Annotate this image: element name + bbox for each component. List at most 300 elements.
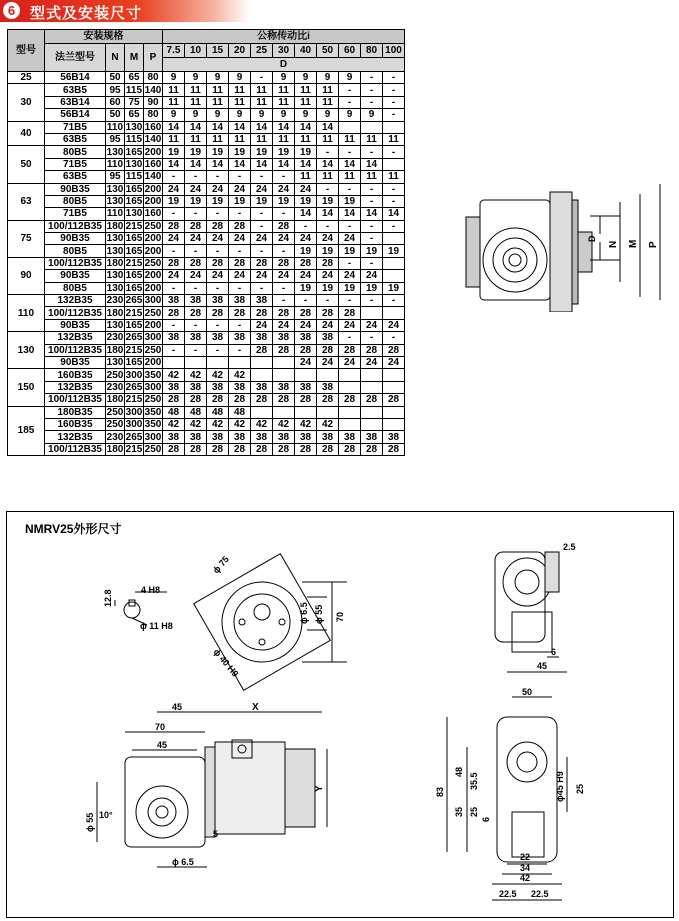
- front-dim-45: 45: [172, 702, 183, 712]
- dimension-cell: 250: [106, 406, 124, 418]
- table-row: [8, 171, 405, 183]
- shaft-cell: [361, 121, 383, 133]
- shaft-cell: 9: [273, 72, 295, 84]
- col-flange-header: 法兰型号: [45, 44, 106, 72]
- end-dim-6: 6: [481, 816, 491, 822]
- shaft-cell: 24: [295, 183, 317, 195]
- shaft-cell: 14: [185, 121, 207, 133]
- front-dim-x: X: [252, 702, 259, 713]
- shaft-cell: [361, 307, 383, 319]
- shaft-cell: [163, 356, 185, 368]
- ratio-header: 15: [207, 44, 229, 58]
- dimension-cell: 300: [144, 431, 162, 443]
- shaft-cell: 28: [207, 443, 229, 455]
- shaft-cell: 28: [229, 443, 251, 455]
- shaft-cell: 24: [229, 233, 251, 245]
- dimension-cell: 250: [144, 220, 162, 232]
- shaft-cell: 14: [207, 121, 229, 133]
- shaft-cell: 38: [317, 381, 339, 393]
- dimension-cell: 75: [125, 96, 144, 108]
- dimension-cell: 200: [144, 183, 162, 195]
- table-row: [8, 208, 405, 220]
- side-dim-45: 45: [537, 661, 548, 671]
- shaft-cell: 42: [207, 418, 229, 430]
- section-number: 6: [3, 2, 20, 19]
- shaft-cell: -: [229, 319, 251, 331]
- shaft-cell: 38: [185, 332, 207, 344]
- shaft-cell: -: [339, 183, 361, 195]
- shaft-cell: 9: [339, 109, 361, 121]
- shaft-cell: 14: [317, 208, 339, 220]
- dimension-cell: 300: [144, 381, 162, 393]
- shaft-cell: 38: [251, 295, 273, 307]
- dimension-cell: 180: [106, 344, 124, 356]
- shaft-cell: 24: [361, 356, 383, 368]
- install-group-header: 安装规格: [45, 30, 163, 44]
- shaft-cell: 28: [361, 394, 383, 406]
- table-row: [8, 245, 405, 257]
- shaft-cell: -: [361, 72, 383, 84]
- dimension-cell: 110: [106, 121, 124, 133]
- flange-cell: 56B14: [45, 109, 106, 121]
- shaft-cell: 28: [317, 443, 339, 455]
- ratio-header: 25: [251, 44, 273, 58]
- shaft-cell: 24: [317, 356, 339, 368]
- shaft-cell: 11: [251, 96, 273, 108]
- dimension-cell: 80: [144, 109, 163, 121]
- shaft-cell: -: [251, 282, 273, 294]
- shaft-cell: 19: [185, 146, 207, 158]
- shaft-cell: 38: [273, 332, 295, 344]
- shaft-cell: 38: [295, 332, 317, 344]
- shaft-cell: -: [185, 282, 207, 294]
- shaft-cell: [317, 369, 339, 381]
- shaft-cell: 24: [163, 233, 185, 245]
- shaft-cell: 14: [317, 158, 339, 170]
- flange-cell: 71B5: [45, 158, 106, 170]
- table-row: [8, 295, 405, 307]
- dimension-cell: 200: [144, 270, 162, 282]
- shaft-cell: 42: [185, 369, 207, 381]
- shaft-cell: -: [163, 245, 185, 257]
- shaft-cell: 28: [295, 257, 317, 269]
- shaft-cell: 14: [295, 158, 317, 170]
- shaft-cell: 9: [251, 109, 273, 121]
- shaft-cell: [273, 406, 295, 418]
- dimension-cell: 65: [125, 109, 144, 121]
- shaft-cell: 11: [273, 133, 295, 145]
- table-row: [8, 307, 405, 319]
- shaft-cell: 11: [383, 133, 405, 145]
- shaft-cell: 11: [207, 84, 229, 96]
- dimension-cell: 350: [144, 406, 162, 418]
- dimension-cell: 230: [106, 332, 124, 344]
- shaft-cell: -: [185, 208, 207, 220]
- ratio-header: 20: [229, 44, 251, 58]
- panel-title: NMRV25外形尺寸: [25, 522, 122, 536]
- shaft-cell: 28: [163, 220, 185, 232]
- shaft-cell: 24: [229, 270, 251, 282]
- shaft-cell: 24: [295, 356, 317, 368]
- shaft-cell: 38: [207, 295, 229, 307]
- shaft-cell: -: [361, 96, 383, 108]
- shaft-cell: 38: [273, 431, 295, 443]
- reducer-dimension-figure: [460, 172, 670, 312]
- flange-cell: 63B14: [45, 96, 106, 108]
- shaft-cell: 14: [273, 158, 295, 170]
- shaft-cell: 28: [339, 394, 361, 406]
- shaft-cell: -: [339, 96, 361, 108]
- shaft-cell: 19: [273, 195, 295, 207]
- shaft-cell: 11: [229, 84, 251, 96]
- shaft-cell: 19: [339, 245, 361, 257]
- shaft-cell: [361, 418, 383, 430]
- shaft-cell: 24: [163, 270, 185, 282]
- table-row: [8, 406, 405, 418]
- shaft-cell: 19: [251, 146, 273, 158]
- model-cell: 40: [8, 121, 45, 146]
- shaft-cell: 28: [383, 443, 405, 455]
- shaft-cell: 19: [295, 282, 317, 294]
- shaft-cell: [273, 356, 295, 368]
- shaft-cell: 24: [185, 270, 207, 282]
- shaft-cell: 42: [229, 369, 251, 381]
- nmrv25-panel: [6, 511, 674, 918]
- dim-n-label: N: [608, 240, 619, 248]
- dimension-cell: 165: [125, 270, 143, 282]
- flange-cell: 180B35: [45, 406, 106, 418]
- shaft-cell: -: [339, 332, 361, 344]
- shaft-dim-11h8: ϕ 11 H8: [140, 621, 173, 631]
- shaft-cell: -: [383, 220, 405, 232]
- dimension-cell: 215: [125, 344, 143, 356]
- shaft-cell: 28: [207, 307, 229, 319]
- shaft-cell: 9: [317, 72, 339, 84]
- shaft-cell: 14: [383, 208, 405, 220]
- shaft-cell: 9: [317, 109, 339, 121]
- shaft-cell: -: [251, 171, 273, 183]
- front-dim-6-5: ϕ 6.5: [172, 857, 194, 867]
- shaft-cell: 38: [361, 431, 383, 443]
- shaft-cell: 42: [251, 418, 273, 430]
- ratio-header: 7.5: [163, 44, 185, 58]
- shaft-cell: 24: [295, 270, 317, 282]
- shaft-cell: [383, 233, 405, 245]
- shaft-cell: 11: [317, 171, 339, 183]
- shaft-cell: -: [229, 245, 251, 257]
- dimension-cell: 110: [106, 208, 124, 220]
- shaft-cell: 28: [383, 344, 405, 356]
- shaft-cell: -: [383, 96, 405, 108]
- shaft-cell: 14: [229, 158, 251, 170]
- shaft-cell: 38: [185, 295, 207, 307]
- table-row: [8, 418, 405, 430]
- flange-cell: 160B35: [45, 369, 106, 381]
- shaft-cell: 9: [361, 109, 383, 121]
- dimension-cell: 95: [106, 171, 125, 183]
- shaft-cell: [361, 369, 383, 381]
- flange-cell: 80B5: [45, 282, 106, 294]
- shaft-cell: -: [383, 295, 405, 307]
- dimension-cell: 180: [106, 443, 124, 455]
- shaft-cell: 9: [185, 72, 207, 84]
- table-row: [8, 319, 405, 331]
- shaft-cell: [273, 369, 295, 381]
- dimension-cell: 230: [106, 431, 124, 443]
- shaft-cell: 28: [339, 443, 361, 455]
- shaft-cell: 28: [317, 257, 339, 269]
- shaft-cell: 9: [339, 72, 361, 84]
- table-row: [8, 381, 405, 393]
- dimension-cell: 130: [106, 233, 124, 245]
- shaft-cell: -: [295, 295, 317, 307]
- shaft-cell: 38: [273, 381, 295, 393]
- shaft-cell: -: [361, 220, 383, 232]
- shaft-cell: [339, 121, 361, 133]
- shaft-cell: 28: [295, 344, 317, 356]
- side-dim-6: 6: [551, 647, 557, 657]
- dimension-cell: 230: [106, 381, 124, 393]
- dimension-cell: 300: [125, 369, 143, 381]
- shaft-cell: -: [339, 146, 361, 158]
- shaft-cell: [383, 406, 405, 418]
- shaft-cell: [229, 356, 251, 368]
- dimension-cell: 130: [106, 183, 124, 195]
- shaft-cell: -: [317, 183, 339, 195]
- dimension-cell: 230: [106, 295, 124, 307]
- shaft-cell: 28: [273, 220, 295, 232]
- flange-cell: 90B35: [45, 356, 106, 368]
- col-p-header: P: [144, 44, 163, 72]
- dimension-cell: 200: [144, 146, 162, 158]
- shaft-cell: 28: [273, 344, 295, 356]
- shaft-cell: -: [207, 282, 229, 294]
- end-dim-35-5: 35.5: [469, 772, 479, 790]
- flange-dim-40h9: ϕ 40 H9: [211, 646, 241, 679]
- shaft-cell: 24: [339, 270, 361, 282]
- dimension-cell: 215: [125, 443, 143, 455]
- shaft-cell: 11: [317, 133, 339, 145]
- shaft-cell: -: [229, 282, 251, 294]
- dimension-cell: 200: [144, 233, 162, 245]
- shaft-cell: 14: [251, 158, 273, 170]
- shaft-cell: [339, 418, 361, 430]
- shaft-cell: [295, 369, 317, 381]
- shaft-cell: -: [163, 171, 185, 183]
- dimension-cell: 165: [125, 233, 143, 245]
- shaft-cell: 9: [163, 109, 185, 121]
- shaft-cell: 11: [163, 133, 185, 145]
- dimension-cell: 115: [125, 171, 143, 183]
- shaft-cell: 24: [317, 270, 339, 282]
- table-row: [8, 270, 405, 282]
- shaft-cell: -: [361, 257, 383, 269]
- shaft-cell: 38: [207, 332, 229, 344]
- shaft-cell: 14: [229, 121, 251, 133]
- dimension-cell: 200: [144, 196, 162, 208]
- shaft-cell: -: [185, 245, 207, 257]
- shaft-cell: [383, 257, 405, 269]
- shaft-cell: -: [163, 208, 185, 220]
- section-header: [0, 0, 250, 22]
- end-dim-22: 22: [520, 852, 531, 862]
- shaft-cell: [251, 369, 273, 381]
- shaft-cell: -: [273, 295, 295, 307]
- end-dim-45h9: ϕ45 H9: [555, 771, 565, 802]
- dimension-cell: 265: [125, 295, 143, 307]
- dim-m-label: M: [628, 239, 639, 248]
- table-row: [8, 356, 405, 368]
- shaft-cell: -: [339, 257, 361, 269]
- shaft-cell: 9: [207, 109, 229, 121]
- shaft-cell: 24: [361, 270, 383, 282]
- shaft-cell: 14: [295, 208, 317, 220]
- shaft-cell: [383, 381, 405, 393]
- dimension-cell: 300: [125, 406, 143, 418]
- shaft-cell: 38: [383, 431, 405, 443]
- table-row: [8, 344, 405, 356]
- table-row: [8, 96, 405, 108]
- dimension-cell: 165: [125, 146, 143, 158]
- shaft-cell: [383, 307, 405, 319]
- shaft-cell: 38: [229, 381, 251, 393]
- shaft-cell: 24: [185, 183, 207, 195]
- shaft-cell: 38: [229, 332, 251, 344]
- shaft-cell: 9: [229, 72, 251, 84]
- shaft-cell: 24: [207, 233, 229, 245]
- shaft-cell: 24: [295, 233, 317, 245]
- shaft-cell: 28: [229, 394, 251, 406]
- shaft-cell: 24: [163, 183, 185, 195]
- end-dim-22-5a: 22.5: [499, 889, 517, 899]
- shaft-cell: 19: [317, 282, 339, 294]
- shaft-cell: -: [383, 332, 405, 344]
- dimension-cell: 180: [106, 258, 124, 270]
- dimension-cell: 115: [125, 84, 143, 96]
- shaft-cell: 24: [273, 183, 295, 195]
- flange-cell: 132B35: [45, 332, 106, 344]
- dimension-cell: 130: [106, 320, 124, 331]
- shaft-cell: 28: [185, 220, 207, 232]
- shaft-cell: -: [207, 319, 229, 331]
- shaft-cell: [185, 356, 207, 368]
- shaft-cell: [361, 381, 383, 393]
- shaft-cell: [361, 406, 383, 418]
- dimension-cell: 130: [106, 245, 124, 257]
- table-row: [8, 183, 405, 195]
- section-title: 型式及安装尺寸: [30, 4, 143, 22]
- shaft-cell: 28: [229, 257, 251, 269]
- ratio-header: 30: [273, 44, 295, 58]
- shaft-cell: [383, 158, 405, 170]
- flange-dim-6-5: ϕ 6.5: [299, 602, 309, 624]
- flange-cell: 80B5: [45, 245, 106, 257]
- shaft-cell: 11: [163, 84, 185, 96]
- dimension-cell: 110: [106, 158, 124, 170]
- shaft-cell: 11: [185, 84, 207, 96]
- shaft-cell: -: [163, 282, 185, 294]
- shaft-cell: 28: [207, 257, 229, 269]
- ratio-header: 60: [339, 44, 361, 58]
- dimension-cell: 60: [106, 96, 125, 108]
- shaft-cell: -: [185, 171, 207, 183]
- shaft-cell: 14: [361, 208, 383, 220]
- col-model-header: 型号: [8, 30, 45, 72]
- table-row: [8, 369, 405, 381]
- end-dim-35: 35: [454, 806, 464, 817]
- shaft-cell: 38: [317, 332, 339, 344]
- shaft-cell: 11: [185, 96, 207, 108]
- dimension-cell: 200: [144, 357, 162, 369]
- shaft-cell: 14: [295, 121, 317, 133]
- shaft-cell: 24: [185, 233, 207, 245]
- shaft-cell: 42: [185, 418, 207, 430]
- shaft-cell: -: [383, 72, 405, 84]
- shaft-cell: 24: [295, 319, 317, 331]
- shaft-cell: -: [383, 109, 405, 121]
- dimension-cell: 130: [125, 158, 143, 170]
- shaft-cell: -: [361, 146, 383, 158]
- flange-cell: 90B35: [45, 183, 106, 195]
- dimension-cell: 300: [144, 332, 162, 344]
- shaft-cell: 38: [295, 381, 317, 393]
- shaft-cell: 42: [207, 369, 229, 381]
- shaft-cell: -: [207, 344, 229, 356]
- shaft-cell: 28: [361, 443, 383, 455]
- dimension-cell: 350: [144, 419, 162, 431]
- shaft-cell: 28: [185, 443, 207, 455]
- dimension-cell: 265: [125, 431, 143, 443]
- dimension-cell: 180: [106, 220, 124, 232]
- flange-cell: 80B5: [45, 146, 106, 158]
- shaft-cell: 11: [273, 96, 295, 108]
- shaft-cell: 14: [163, 158, 185, 170]
- shaft-cell: 9: [273, 109, 295, 121]
- dimension-cell: 165: [125, 245, 143, 257]
- dimension-cell: 350: [144, 369, 162, 381]
- shaft-cell: 14: [339, 208, 361, 220]
- dimension-cell: 200: [144, 320, 162, 331]
- dimension-cell: 50: [106, 72, 125, 84]
- shaft-cell: 38: [185, 431, 207, 443]
- front-dim-y: Y: [314, 785, 325, 792]
- flange-dim-75: ϕ 75: [210, 554, 231, 576]
- shaft-dim-4h8: 4 H8: [141, 585, 161, 595]
- model-cell: 75: [8, 220, 45, 257]
- shaft-cell: 38: [207, 431, 229, 443]
- shaft-cell: -: [273, 208, 295, 220]
- shaft-cell: -: [339, 295, 361, 307]
- shaft-cell: 28: [251, 394, 273, 406]
- shaft-cell: -: [361, 332, 383, 344]
- shaft-cell: 38: [295, 431, 317, 443]
- shaft-cell: 11: [185, 133, 207, 145]
- shaft-cell: 28: [229, 220, 251, 232]
- front-dim-5: 5: [213, 829, 219, 839]
- shaft-cell: [383, 121, 405, 133]
- shaft-cell: 19: [229, 195, 251, 207]
- shaft-cell: -: [317, 295, 339, 307]
- shaft-cell: 42: [163, 418, 185, 430]
- shaft-cell: 11: [295, 84, 317, 96]
- shaft-cell: -: [185, 319, 207, 331]
- flange-cell: 90B35: [45, 319, 106, 331]
- shaft-cell: 28: [273, 307, 295, 319]
- shaft-cell: 19: [383, 282, 405, 294]
- shaft-cell: -: [317, 146, 339, 158]
- shaft-cell: 24: [383, 356, 405, 368]
- flange-cell: 63B5: [45, 171, 106, 183]
